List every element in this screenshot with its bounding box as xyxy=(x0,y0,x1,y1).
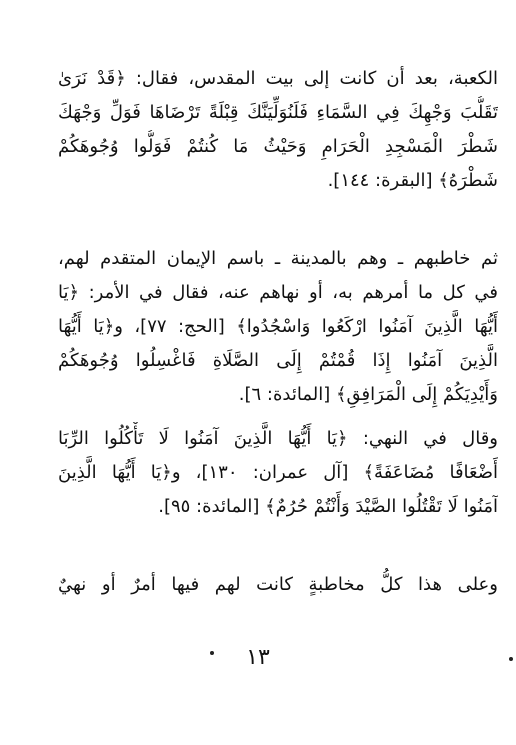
text-line: الكعبة، بعد أن كانت إلى بيت المقدس، فقال: ﴿قَدْ نَرَىٰ xyxy=(58,68,498,89)
text-line: في كل ما أمرهم به، أو نهاهم عنه، فقال في الأمر: ﴿يَا xyxy=(58,282,498,303)
text-line: أَضْعَافًا مُضَاعَفَةً﴾ [آل عمران: ١٣٠]، و﴿يَا أَيُّهَا الَّذِينَ xyxy=(58,462,498,483)
text-line: وَأَيْدِيَكُمْ إِلَى الْمَرَافِقِ﴾ [المائدة: ٦]. xyxy=(238,384,498,405)
text-line: الَّذِينَ آمَنُوا إِذَا قُمْتُمْ إِلَى الصَّلَاةِ فَاغْسِلُوا وُجُوهَكُمْ xyxy=(58,350,498,371)
text-line: أَيُّهَا الَّذِينَ آمَنُوا ارْكَعُوا وَاسْجُدُوا﴾ [الحج: ٧٧]، و﴿يَا أَيُّهَا xyxy=(58,316,498,337)
text-line: وقال في النهي: ﴿يَا أَيُّهَا الَّذِينَ آمَنُوا لَا تَأْكُلُوا الرِّبَا xyxy=(58,428,498,449)
paragraph-commands xyxy=(58,242,498,412)
text-line: ثم خاطبهم ـ وهم بالمدينة ـ باسم الإيمان المتقدم لهم، xyxy=(58,248,498,269)
paragraph-qibla xyxy=(58,62,498,198)
text-line: آمَنُوا لَا تَقْتُلُوا الصَّيْدَ وَأَنْتُمْ حُرُمٌ﴾ [المائدة: ٩٥]. xyxy=(158,496,498,517)
text-line: شَطْرَهُ﴾ [البقرة: ١٤٤]. xyxy=(327,170,498,191)
text-line: شَطْرَ الْمَسْجِدِ الْحَرَامِ وَحَيْثُ مَا كُنتُمْ فَوَلُّوا وُجُوهَكُمْ xyxy=(58,136,498,157)
text-line: وعلى هذا كلُّ مخاطبةٍ كانت لهم فيها أمرٌ أو نهيٌ xyxy=(58,574,498,595)
page-number: ١٣ xyxy=(246,645,270,670)
paragraph-prohibitions xyxy=(58,422,498,524)
text-line: تَقَلُّبَ وَجْهِكَ فِي السَّمَاءِ فَلَنُوَلِّيَنَّكَ قِبْلَةً تَرْضَاهَا فَوَلِّ وَجْهَكَ xyxy=(58,102,498,123)
margin-dot xyxy=(509,657,513,661)
paragraph-conclusion xyxy=(58,568,498,602)
